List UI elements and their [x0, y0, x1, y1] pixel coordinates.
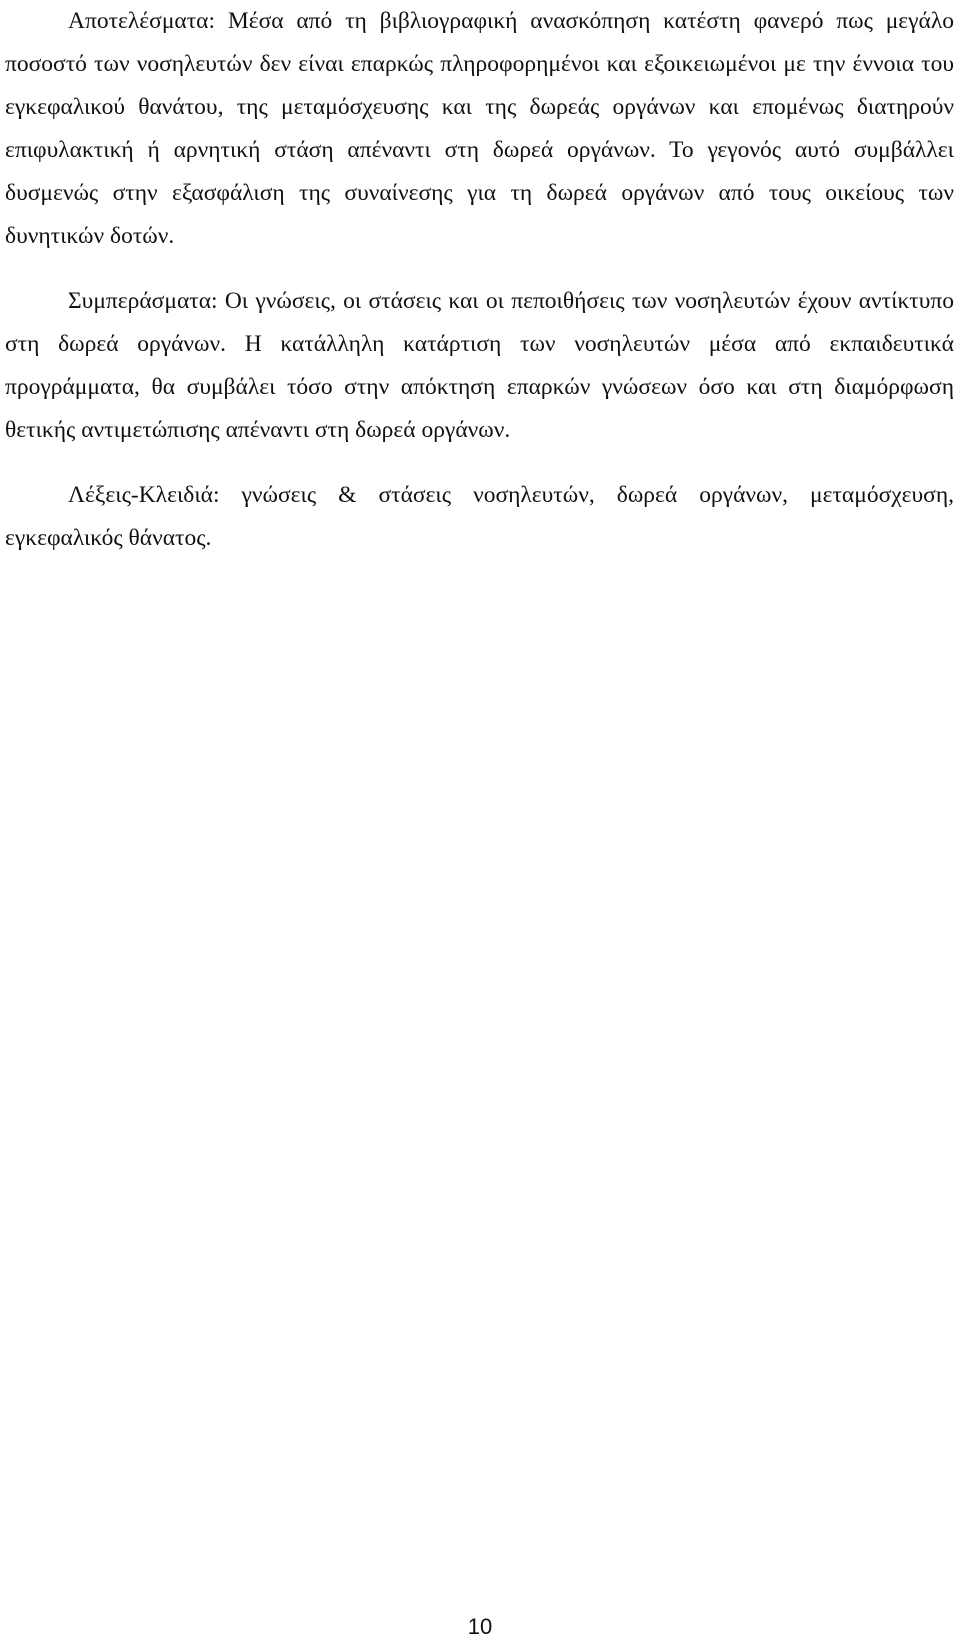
page-number: 10 [467, 1614, 493, 1639]
document-page [5, 0, 954, 560]
keywords-paragraph: Λέξεις-Κλειδιά: γνώσεις & στάσεις νοσηλευτών, δωρεά οργάνων, μεταμόσχευση, εγκεφαλικός θάνατος. [5, 482, 954, 551]
conclusions-paragraph: Συμπεράσματα: Οι γνώσεις, οι στάσεις και οι πεποιθήσεις των νοσηλευτών έχουν αντίκτυπο στη δωρεά οργάνων. Η κατάλληλη κατάρτιση των νοσηλευτών μέσα από εκπαιδευτικά προγράμματα, θα συμβάλει τόσο στην απόκτηση επαρκών γνώσεων όσο και στη διαμόρφωση θετικής αντιμετώπισης απέναντι στη δωρεά οργάνων. [5, 288, 954, 443]
results-paragraph: Αποτελέσματα: Μέσα από τη βιβλιογραφική ανασκόπηση κατέστη φανερό πως μεγάλο ποσοστό των νοσηλευτών δεν είναι επαρκώς πληροφορημένοι και εξοικειωμένοι με την έννοια του εγκεφαλικού θανάτου, της μεταμόσχευσης και της δωρεάς οργάνων και επομένως διατηρούν επιφυλακτική ή αρνητική στάση απέναντι στη δωρεά οργάνων. Το γεγονός αυτό συμβάλλει δυσμενώς στην εξασφάλιση της συναίνεσης για τη δωρεά οργάνων από τους οικείους των δυνητικών δοτών. [5, 8, 954, 249]
